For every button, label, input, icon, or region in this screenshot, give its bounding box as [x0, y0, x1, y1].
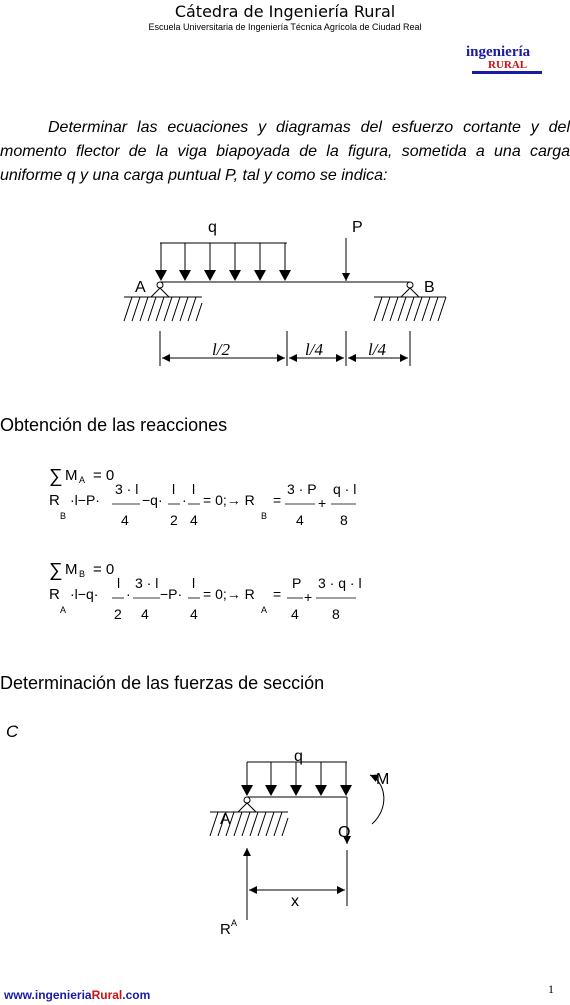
svg-text:8: 8: [340, 512, 348, 528]
svg-text:2: 2: [114, 606, 122, 622]
distributed-load: [155, 243, 291, 281]
svg-text:B: B: [261, 511, 268, 521]
svg-text:M: M: [65, 467, 78, 484]
dimension-x-label: x: [291, 893, 299, 910]
svg-text:4: 4: [190, 512, 198, 528]
svg-text:+: +: [304, 589, 313, 605]
support-a-label: A: [135, 279, 146, 296]
reaction-label: R: [220, 921, 231, 938]
svg-text:A: A: [261, 605, 268, 615]
svg-text:l: l: [192, 575, 196, 591]
support-b-label: B: [424, 279, 435, 296]
logo-line1: ingeniería: [466, 44, 531, 60]
svg-text:B: B: [60, 511, 67, 521]
reaction-label-sup: A: [231, 918, 238, 928]
distributed-load-2: [241, 762, 352, 796]
logo-line2: RURAL: [488, 59, 528, 71]
header-title: Cátedra de Ingeniería Rural: [174, 2, 396, 21]
svg-text:R: R: [49, 492, 60, 509]
shear-label: Q: [338, 824, 351, 841]
section-heading-reactions: Obtención de las reacciones: [0, 415, 228, 435]
problem-statement: Determinar las ecuaciones y diagramas del esfuerzo cortante y del momento flector de la viga biapoyada de la figura, sometida a una carga uniforme q y una carga puntual P, tal y como se indica:: [0, 119, 570, 184]
svg-text:4: 4: [121, 512, 129, 528]
svg-text:A: A: [79, 475, 86, 485]
svg-text:·l−q·: ·l−q·: [70, 586, 99, 602]
svg-text:B: B: [79, 569, 86, 579]
page-number: 1: [548, 982, 554, 996]
svg-text:∑: ∑: [49, 560, 63, 581]
svg-text:·l−P·: ·l−P·: [70, 492, 100, 508]
footer-website: www.ingenieriaRural.com: [4, 988, 151, 1002]
svg-text:A: A: [60, 605, 67, 615]
load-q-label-2: q: [294, 748, 303, 765]
load-p-label: P: [352, 219, 363, 236]
equation-moment-a: [0, 458, 570, 538]
svg-text:4: 4: [291, 606, 299, 622]
svg-text:R: R: [49, 586, 60, 603]
svg-text:=: =: [273, 492, 282, 508]
equation-moment-b: [0, 552, 570, 632]
svg-text:= 0;→ R: = 0;→ R: [203, 492, 255, 508]
svg-text:4: 4: [141, 606, 149, 622]
svg-text:l: l: [172, 481, 176, 497]
support-a-label-2: A: [220, 811, 231, 828]
support-b: [374, 282, 446, 321]
svg-text:4: 4: [296, 512, 304, 528]
section-figure: [0, 740, 570, 940]
svg-text:∑: ∑: [49, 466, 63, 487]
svg-text:l: l: [192, 481, 196, 497]
svg-text:2: 2: [170, 512, 178, 528]
svg-text:= 0: = 0: [93, 467, 115, 484]
svg-text:+: +: [318, 495, 327, 511]
svg-text:M: M: [65, 561, 78, 578]
svg-text:q · l: q · l: [333, 481, 357, 497]
beam-figure: [0, 0, 570, 400]
svg-text:·: ·: [126, 586, 131, 602]
dimension-l-quarter-1: l/4: [305, 340, 323, 359]
load-q-label: q: [208, 219, 217, 236]
svg-text:= 0: = 0: [93, 561, 115, 578]
svg-text:l: l: [117, 575, 121, 591]
svg-text:·: ·: [182, 492, 187, 508]
header-subtitle: Escuela Universitaria de Ingeniería Técnica Agrícola de Ciudad Real: [148, 22, 422, 32]
svg-text:=: =: [273, 586, 282, 602]
dimension-l-half: l/2: [212, 340, 230, 359]
section-letter: C: [6, 722, 19, 741]
svg-text:4: 4: [190, 606, 198, 622]
svg-text:3 · q · l: 3 · q · l: [318, 575, 362, 591]
svg-text:P: P: [292, 575, 302, 591]
svg-text:3 · l: 3 · l: [115, 481, 139, 497]
moment-label: M: [376, 771, 390, 788]
svg-text:3 · P: 3 · P: [287, 481, 317, 497]
svg-text:−q·: −q·: [142, 492, 163, 508]
section-heading-forces: Determinación de las fuerzas de sección: [0, 673, 325, 693]
dimension-l-quarter-2: l/4: [368, 340, 386, 359]
svg-text:8: 8: [332, 606, 340, 622]
svg-text:−P·: −P·: [160, 586, 183, 602]
svg-text:= 0;→ R: = 0;→ R: [203, 586, 255, 602]
svg-text:3 · l: 3 · l: [135, 575, 159, 591]
